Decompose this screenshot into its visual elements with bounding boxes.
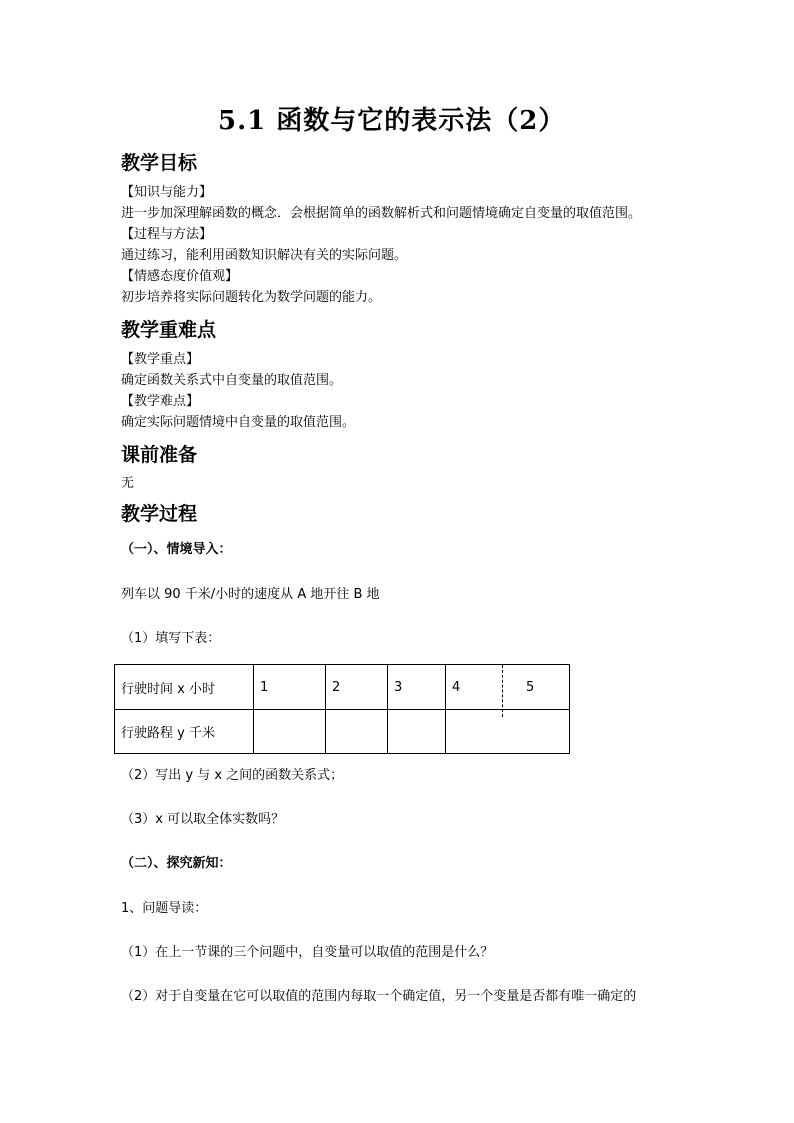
scenario-text: 列车以 90 千米/小时的速度从 A 地开往 B 地 [121,587,380,602]
page-title: 5.1 函数与它的表示法（2） [218,106,566,136]
table-value: 5 [526,679,535,695]
table-cell: 行驶路程 y 千米 [115,710,254,754]
question-3: （3）x 可以取全体实数吗？ [121,812,285,827]
table-cell: 2 [326,665,388,710]
table-cell [446,665,570,710]
tag-knowledge: 【知识与能力】 [121,185,213,200]
table-cell: 3 [388,665,446,710]
guide-question-2: （2）对于自变量在它可以取值的范围内每取一个确定值，另一个变量是否都有唯一确定的 [121,989,637,1004]
heading-objectives: 教学目标 [121,152,198,174]
table-cell [326,710,388,754]
table-cell [446,710,570,754]
text-knowledge: 进一步加深理解函数的概念．会根据简单的函数解析式和问题情境确定自变量的取值范围。 [121,206,642,221]
part2-title: （二）、探究新知： [121,856,232,871]
tag-difficult: 【教学难点】 [121,394,200,409]
text-difficult: 确定实际问题情境中自变量的取值范围。 [121,415,356,430]
table-cell [388,710,446,754]
guide-label: 1、问题导读： [121,901,208,916]
text-preparation: 无 [121,476,135,491]
question-2: （2）写出 y 与 x 之间的函数关系式； [121,768,344,783]
heading-preparation: 课前准备 [121,444,198,466]
heading-process: 教学过程 [121,503,198,525]
question-1: （1）填写下表： [121,631,221,646]
heading-key-points: 教学重难点 [121,319,217,341]
text-emotion: 初步培养将实际问题转化为数学问题的能力。 [121,290,382,305]
tag-process: 【过程与方法】 [121,227,213,242]
table-cell [254,710,326,754]
table-value: 4 [452,679,461,695]
text-process: 通过练习，能利用函数知识解决有关的实际问题。 [121,248,408,263]
tag-emotion: 【情感态度价值观】 [121,269,239,284]
table-cell: 1 [254,665,326,710]
text-key: 确定函数关系式中自变量的取值范围。 [121,373,343,388]
guide-question-1: （1）在上一节课的三个问题中，自变量可以取值的范围是什么？ [121,945,494,960]
part1-title: （一）、情境导入： [121,542,232,557]
table-cell: 行驶时间 x 小时 [115,665,254,710]
table-dashed-divider [502,665,503,717]
tag-key: 【教学重点】 [121,352,200,367]
